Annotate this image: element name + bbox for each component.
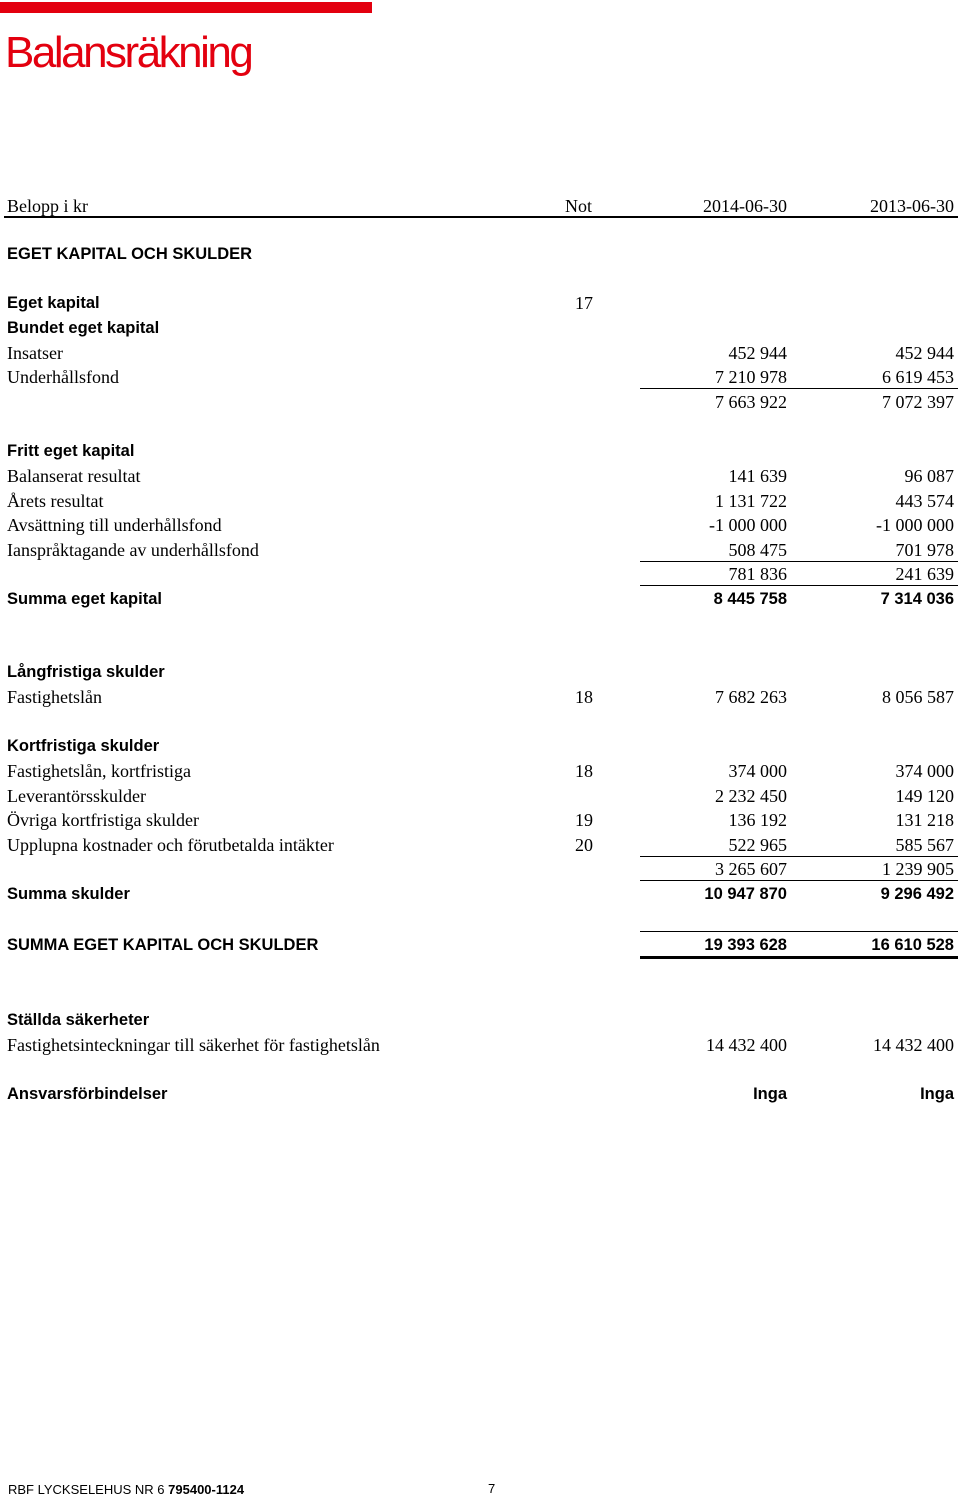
row-value-2014: 14 432 400	[706, 1035, 787, 1055]
total-label: Summa skulder	[7, 885, 130, 903]
table-row	[0, 342, 960, 364]
table-row	[0, 686, 960, 708]
header-red-bar	[0, 2, 372, 13]
total-rule	[640, 880, 958, 881]
bundet-heading: Bundet eget kapital	[7, 319, 160, 337]
row-value-2014: 141 639	[728, 466, 787, 486]
langfristiga-heading-row	[0, 661, 960, 683]
col-note-header: Not	[565, 196, 592, 216]
row-value-2014: 136 192	[728, 810, 787, 830]
row-label: Årets resultat	[7, 491, 104, 511]
page-title: Balansräkning	[5, 28, 252, 77]
row-value-2013: 443 574	[895, 491, 954, 511]
row-label: Upplupna kostnader och förutbetalda intäkter	[7, 835, 334, 855]
column-header-row	[0, 195, 960, 217]
subtotal-rule	[640, 856, 958, 857]
eget-kapital-note: 17	[575, 293, 593, 313]
grand-total-top-rule	[640, 931, 958, 932]
row-value-2014: 522 965	[728, 835, 787, 855]
ansvar-label: Ansvarsförbindelser	[7, 1085, 168, 1103]
row-value-2013: 452 944	[895, 343, 954, 363]
row-value-2014: 374 000	[728, 761, 787, 781]
row-value-2014: 2 232 450	[715, 786, 787, 806]
kortfristiga-heading: Kortfristiga skulder	[7, 737, 160, 755]
footer-orgnr: 795400-1124	[168, 1482, 245, 1497]
subtotal-value-2013: 241 639	[895, 564, 954, 584]
subtotal-value-2014: 3 265 607	[715, 859, 787, 879]
grand-total-row	[0, 934, 960, 956]
table-row	[0, 1034, 960, 1056]
section-title-row	[0, 243, 960, 265]
table-row	[0, 490, 960, 512]
row-label: Leverantörsskulder	[7, 786, 146, 806]
table-row	[0, 539, 960, 561]
table-row	[0, 809, 960, 831]
row-label: Ianspråktagande av underhållsfond	[7, 540, 259, 560]
row-value-2014: 7 682 263	[715, 687, 787, 707]
total-rule	[640, 585, 958, 586]
bundet-heading-row	[0, 317, 960, 339]
grand-total-value-2014: 19 393 628	[704, 936, 787, 954]
page-number: 7	[488, 1481, 496, 1496]
row-value-2013: 585 567	[895, 835, 954, 855]
langfristiga-heading: Långfristiga skulder	[7, 663, 165, 681]
row-value-2013: 701 978	[895, 540, 954, 560]
fritt-heading-row	[0, 440, 960, 462]
fritt-heading: Fritt eget kapital	[7, 442, 135, 460]
table-row	[0, 834, 960, 856]
eget-kapital-heading-row	[0, 292, 960, 314]
row-note: 19	[575, 810, 593, 830]
row-note: 20	[575, 835, 593, 855]
row-value-2013: 131 218	[895, 810, 954, 830]
row-value-2013: 374 000	[895, 761, 954, 781]
header-rule	[4, 216, 958, 218]
col-label-header: Belopp i kr	[7, 196, 88, 216]
table-row	[0, 514, 960, 536]
row-value-2013: 149 120	[895, 786, 954, 806]
row-value-2013: 8 056 587	[882, 687, 954, 707]
row-label: Fastighetslån	[7, 687, 102, 707]
table-row	[0, 465, 960, 487]
ansvar-value-2013: Inga	[920, 1085, 954, 1103]
row-value-2014: 452 944	[728, 343, 787, 363]
total-value-2014: 10 947 870	[704, 885, 787, 903]
row-label: Fastighetsinteckningar till säkerhet för fastighetslån	[7, 1035, 380, 1055]
row-value-2014: 1 131 722	[715, 491, 787, 511]
row-note: 18	[575, 761, 593, 781]
bundet-subtotal-row	[0, 391, 960, 413]
footer-org: RBF LYCKSELEHUS NR 6	[8, 1482, 165, 1497]
fritt-subtotal-row	[0, 563, 960, 585]
col-year1-header: 2014-06-30	[703, 196, 787, 216]
subtotal-value-2014: 781 836	[728, 564, 787, 584]
row-value-2013: -1 000 000	[876, 515, 954, 535]
row-label: Avsättning till underhållsfond	[7, 515, 222, 535]
subtotal-value-2013: 7 072 397	[882, 392, 954, 412]
row-value-2014: 7 210 978	[715, 367, 787, 387]
kortfristiga-heading-row	[0, 735, 960, 757]
ansvar-row	[0, 1083, 960, 1105]
table-row	[0, 760, 960, 782]
row-value-2013: 6 619 453	[882, 367, 954, 387]
table-row	[0, 366, 960, 388]
total-value-2014: 8 445 758	[713, 590, 787, 608]
stallda-heading: Ställda säkerheter	[7, 1011, 150, 1029]
subtotal-rule	[640, 388, 958, 389]
subtotal-rule	[640, 561, 958, 562]
subtotal-value-2013: 1 239 905	[882, 859, 954, 879]
summa-eget-kapital-row	[0, 588, 960, 610]
table-row	[0, 785, 960, 807]
row-label: Övriga kortfristiga skulder	[7, 810, 199, 830]
row-label: Insatser	[7, 343, 63, 363]
stallda-heading-row	[0, 1009, 960, 1031]
subtotal-value-2014: 7 663 922	[715, 392, 787, 412]
row-note: 18	[575, 687, 593, 707]
col-year2-header: 2013-06-30	[870, 196, 954, 216]
grand-total-label: SUMMA EGET KAPITAL OCH SKULDER	[7, 936, 319, 954]
ansvar-value-2014: Inga	[753, 1085, 787, 1103]
grand-total-value-2013: 16 610 528	[871, 936, 954, 954]
grand-total-bottom-rule	[640, 956, 958, 959]
eget-kapital-heading: Eget kapital	[7, 294, 100, 312]
row-value-2013: 14 432 400	[873, 1035, 954, 1055]
row-value-2014: -1 000 000	[709, 515, 787, 535]
total-label: Summa eget kapital	[7, 590, 162, 608]
summa-skulder-row	[0, 883, 960, 905]
row-value-2014: 508 475	[728, 540, 787, 560]
row-value-2013: 96 087	[904, 466, 954, 486]
row-label: Balanserat resultat	[7, 466, 141, 486]
row-label: Underhållsfond	[7, 367, 119, 387]
row-label: Fastighetslån, kortfristiga	[7, 761, 191, 781]
footer	[8, 1482, 244, 1497]
section-title: EGET KAPITAL OCH SKULDER	[7, 245, 253, 263]
total-value-2013: 9 296 492	[880, 885, 954, 903]
total-value-2013: 7 314 036	[880, 590, 954, 608]
kortfristiga-subtotal-row	[0, 858, 960, 880]
